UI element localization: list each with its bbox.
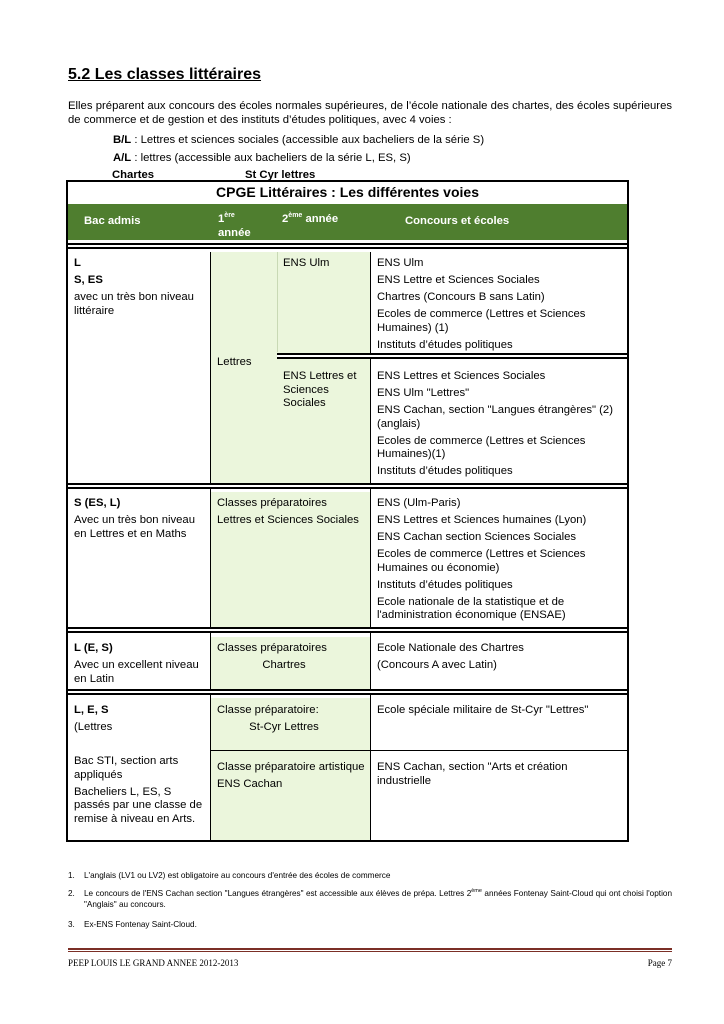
concours-item: ENS (Ulm-Paris) [377, 497, 461, 509]
table-title: CPGE Littéraires : Les différentes voies [216, 184, 479, 200]
bac-series: L (E, S) [74, 642, 113, 654]
header-year2-num: 2 [282, 213, 289, 225]
year1-item: St-Cyr Lettres [249, 721, 319, 733]
concours-item: Ecole nationale de la statistique et de l'administration économique (ENSAE) [377, 595, 566, 621]
year1-item: ENS Cachan [217, 778, 283, 790]
concours-item: Ecole spéciale militaire de St-Cyr "Lettres" [377, 704, 589, 716]
voie-al [113, 151, 411, 165]
bac-condition: (Lettres [74, 721, 113, 733]
block4-bac [74, 704, 204, 738]
bac-condition: Avec un excellent niveau en Latin [74, 659, 199, 685]
footer-page-number: Page 7 [647, 958, 672, 968]
concours-item: Instituts d’études politiques [377, 338, 513, 351]
footer-rule [68, 948, 672, 950]
footnote-3 [68, 919, 672, 930]
voie-text: : Lettres et sciences sociales (accessible aux bacheliers de la série S) [131, 134, 485, 146]
footer-left: PEEP LOUIS LE GRAND ANNEE 2012-2013 [68, 958, 239, 968]
separator-header [68, 243, 627, 249]
voie-text: : lettres (accessible aux bacheliers de la série L, ES, S) [131, 152, 411, 164]
block1-year1: Lettres [217, 356, 252, 368]
bac-condition: Bac STI, section arts appliqués [74, 755, 179, 781]
year1-item: Lettres et Sciences Sociales [217, 514, 359, 526]
block2-year1 [217, 497, 367, 531]
header-year1-sup: ère [224, 212, 235, 219]
concours-item: ENS Cachan section Sciences Sociales [377, 531, 577, 543]
col-line-2 [370, 252, 371, 840]
separator-block2 [68, 483, 627, 489]
footnote-2 [68, 888, 672, 910]
bac-series: L [74, 257, 81, 269]
header-year1 [218, 212, 251, 240]
header-year2 [282, 212, 338, 226]
footnote-text: Le concours de l'ENS Cachan section "Langues étrangères" est accessible aux élèves de prépa. Lettres 2 [84, 889, 472, 898]
year1-item: Classe préparatoire: [217, 704, 319, 716]
footnote-text: Ex-ENS Fontenay Saint-Cloud. [84, 920, 197, 929]
voie-bl [113, 133, 484, 147]
year1-item: Classes préparatoires [217, 497, 327, 509]
footnote-text: L'anglais (LV1 ou LV2) est obligatoire au concours d'entrée des écoles de commerce [84, 871, 391, 880]
concours-item: ENS Ulm "Lettres" [377, 387, 470, 399]
block1-sub1-concours [377, 257, 617, 356]
footnote-number: 1. [68, 871, 75, 880]
bac-condition: Avec un très bon niveau en Lettres et en Maths [74, 514, 196, 540]
bac-series: S (ES, L) [74, 497, 121, 509]
footnote-number: 3. [68, 920, 75, 929]
block1-bac [74, 257, 204, 322]
block3-year1 [217, 642, 367, 676]
block1-sub2-concours [377, 370, 620, 482]
bac-series: L, E, S [74, 704, 109, 716]
concours-item: (Concours A avec Latin) [377, 659, 497, 671]
concours-item: Chartres (Concours B sans Latin) [377, 291, 545, 303]
bac-condition: Bacheliers L, ES, S passés par une classe de remise à niveau en Arts. [74, 785, 203, 825]
footer-rule-thin [68, 951, 672, 952]
col-line-y2 [277, 252, 278, 352]
block2-bac [74, 497, 206, 545]
concours-item: Ecole Nationale des Chartres [377, 642, 524, 654]
concours-item: Instituts d’études politiques [377, 578, 513, 591]
header-bac: Bac admis [84, 215, 141, 227]
block5-year1 [217, 761, 367, 795]
concours-item: ENS Lettre et Sciences Sociales [377, 274, 540, 286]
bac-condition: avec un très bon niveau littéraire [74, 291, 194, 317]
voie-code: B/L [113, 134, 132, 146]
footnote-number: 2. [68, 889, 75, 898]
voie-stcyr: St Cyr lettres [245, 169, 316, 181]
concours-item: Instituts d’études politiques [377, 465, 513, 477]
header-year1-num: 1 [218, 213, 225, 225]
bac-series: S, ES [74, 274, 103, 286]
year1-item: Classe préparatoire artistique [217, 761, 365, 773]
separator-block4 [68, 689, 627, 695]
table-header-bar [68, 204, 627, 240]
section-title: 5.2 Les classes littéraires [68, 66, 262, 83]
concours-item: ENS Lettres et Sciences Sociales [377, 370, 546, 382]
block3-concours [377, 642, 617, 676]
voie-code: A/L [113, 152, 132, 164]
block2-concours [377, 497, 617, 626]
block1-sub2-year2: ENS Lettres et Sciences Sociales [283, 370, 357, 409]
block1-sub1-year2: ENS Ulm [283, 257, 330, 269]
header-concours: Concours et écoles [405, 215, 510, 227]
separator-block5 [210, 750, 627, 751]
concours-item: ENS Cachan, section "Arts et création industrielle [377, 761, 568, 787]
block3-bac [74, 642, 204, 690]
block4-year1 [217, 704, 367, 738]
footnote-sup: ème [471, 888, 482, 894]
intro-paragraph: Elles préparent aux concours des écoles normales supérieures, de l’école nationale des chartes, des écoles supérieures de commerce et de gestion et des instituts d’études politiques, avec 4 voies : [68, 100, 672, 126]
concours-item: Ecoles de commerce (Lettres et Sciences Humaines)(1) [377, 434, 586, 460]
concours-item: Ecoles de commerce (Lettres et Sciences Humaines) (1) [377, 308, 586, 334]
footnote-1 [68, 870, 672, 881]
concours-item: ENS Ulm [377, 257, 424, 269]
concours-item: ENS Lettres et Sciences humaines (Lyon) [377, 514, 587, 526]
block5-bac [74, 755, 206, 830]
header-year2-word: année [302, 213, 339, 225]
concours-item: Ecoles de commerce (Lettres et Sciences Humaines ou économie) [377, 548, 586, 574]
header-year2-sup: ème [288, 212, 303, 219]
year1-item: Chartres [262, 659, 306, 671]
voie-chartes: Chartes [112, 169, 155, 181]
separator-block3 [68, 627, 627, 633]
year1-item: Classes préparatoires [217, 642, 327, 654]
block4-concours [377, 704, 617, 721]
col-line-1 [210, 252, 211, 840]
footnote-text: années Fontenay Saint-Cloud qui ont choisi l'option "Anglais" au concours. [84, 889, 672, 909]
header-year1-word: année [218, 227, 251, 239]
block5-concours [377, 761, 617, 792]
concours-item: ENS Cachan, section "Langues étrangères" (2) (anglais) [377, 404, 613, 430]
